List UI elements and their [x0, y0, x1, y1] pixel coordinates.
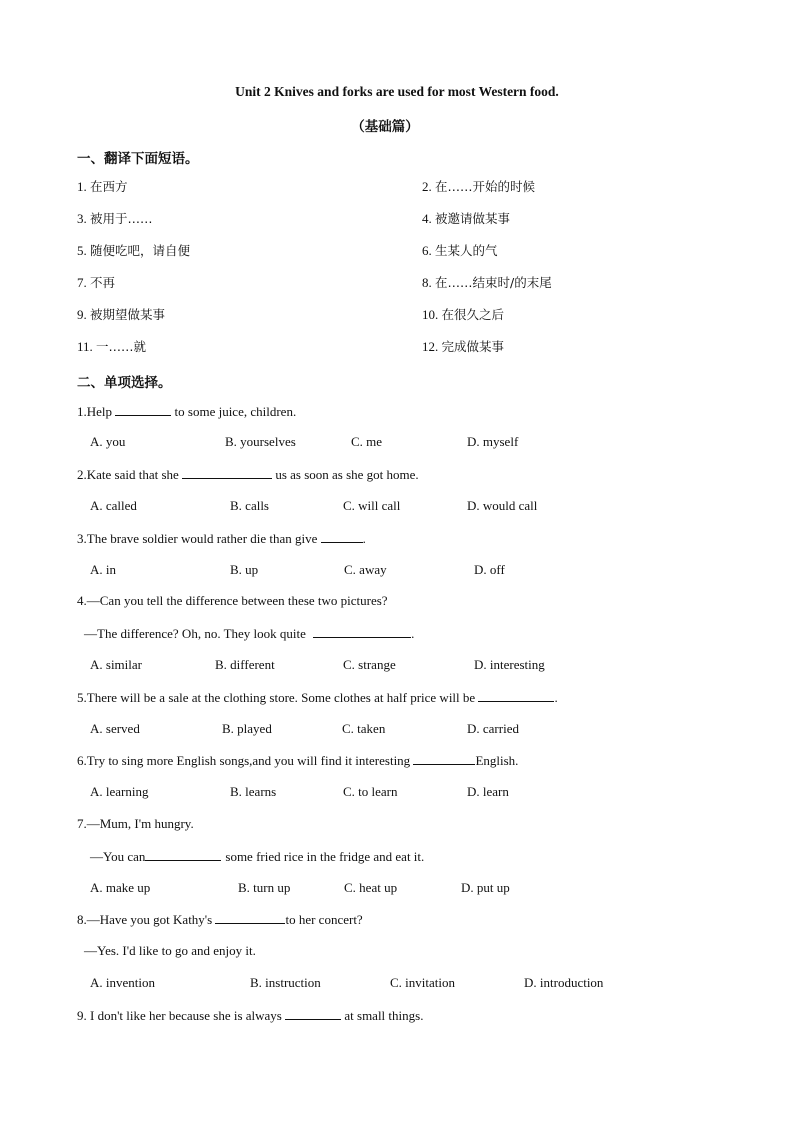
phrase-item: 8. 在……结束时/的末尾 — [422, 275, 552, 290]
option[interactable]: C. heat up — [344, 880, 398, 895]
answer-blank[interactable] — [313, 625, 411, 638]
option[interactable]: A. similar — [90, 657, 142, 672]
option[interactable]: C. strange — [343, 657, 396, 672]
phrase-item: 7. 不再 — [77, 275, 116, 290]
answer-blank[interactable] — [285, 1007, 341, 1020]
phrase-item: 9. 被期望做某事 — [77, 307, 166, 322]
question-4-reply: —The difference? Oh, no. They look quite . — [84, 626, 415, 641]
option[interactable]: A. learning — [90, 784, 149, 799]
phrase-item: 10. 在很久之后 — [422, 307, 505, 322]
question-6: 6.Try to sing more English songs,and you will find it interesting English. — [77, 753, 519, 768]
question-5: 5.There will be a sale at the clothing store. Some clothes at half price will be . — [77, 690, 558, 705]
question-8-reply: —Yes. I'd like to go and enjoy it. — [84, 943, 256, 958]
option[interactable]: C. will call — [343, 498, 401, 513]
option[interactable]: A. invention — [90, 975, 155, 990]
option[interactable]: D. carried — [467, 721, 519, 736]
question-7-reply: —You can some fried rice in the fridge and eat it. — [90, 849, 425, 864]
answer-blank[interactable] — [413, 752, 475, 765]
option[interactable]: D. would call — [467, 498, 538, 513]
phrase-item: 12. 完成做某事 — [422, 339, 505, 354]
option[interactable]: B. calls — [230, 498, 269, 513]
option[interactable]: B. turn up — [238, 880, 291, 895]
answer-blank[interactable] — [321, 530, 363, 543]
option[interactable]: B. learns — [230, 784, 277, 799]
option[interactable]: D. interesting — [474, 657, 545, 672]
option[interactable]: A. make up — [90, 880, 151, 895]
page-subtitle: （基础篇） — [351, 119, 419, 134]
option[interactable]: A. served — [90, 721, 140, 736]
phrase-item: 3. 被用于…… — [77, 211, 153, 226]
option[interactable]: C. invitation — [390, 975, 455, 990]
answer-blank[interactable] — [215, 911, 285, 924]
phrase-item: 4. 被邀请做某事 — [422, 211, 511, 226]
page-title: Unit 2 Knives and forks are used for most Western food. — [235, 84, 559, 99]
question-9: 9. I don't like her because she is always at small things. — [77, 1008, 424, 1023]
answer-blank[interactable] — [115, 403, 171, 416]
option[interactable]: B. played — [222, 721, 272, 736]
phrase-item: 5. 随便吃吧，请自便 — [77, 243, 191, 258]
answer-blank[interactable] — [182, 466, 272, 479]
answer-blank[interactable] — [145, 848, 221, 861]
question-7: 7.—Mum, I'm hungry. — [77, 816, 194, 831]
option[interactable]: A. in — [90, 562, 116, 577]
section-heading-choice: 二、单项选择。 — [77, 375, 172, 391]
option[interactable]: C. to learn — [343, 784, 398, 799]
option[interactable]: A. you — [90, 434, 126, 449]
option[interactable]: D. myself — [467, 434, 519, 449]
section-heading-translate: 一、翻译下面短语。 — [77, 151, 199, 167]
option[interactable]: D. off — [474, 562, 505, 577]
question-3: 3.The brave soldier would rather die than give . — [77, 531, 366, 546]
option[interactable]: B. different — [215, 657, 275, 672]
phrase-item: 1. 在西方 — [77, 179, 128, 194]
option[interactable]: B. up — [230, 562, 259, 577]
question-2: 2.Kate said that she us as soon as she got home. — [77, 467, 419, 482]
option[interactable]: D. put up — [461, 880, 510, 895]
option[interactable]: A. called — [90, 498, 137, 513]
option[interactable]: B. yourselves — [225, 434, 296, 449]
option[interactable]: C. away — [344, 562, 387, 577]
option[interactable]: D. introduction — [524, 975, 604, 990]
option[interactable]: D. learn — [467, 784, 509, 799]
option[interactable]: B. instruction — [250, 975, 321, 990]
phrase-item: 2. 在……开始的时候 — [422, 179, 536, 194]
phrase-item: 6. 生某人的气 — [422, 243, 498, 258]
option[interactable]: C. taken — [342, 721, 386, 736]
question-1: 1.Help to some juice, children. — [77, 404, 297, 419]
question-4: 4.—Can you tell the difference between these two pictures? — [77, 593, 388, 608]
question-8: 8.—Have you got Kathy's to her concert? — [77, 912, 363, 927]
phrase-item: 11. 一……就 — [77, 339, 147, 354]
answer-blank[interactable] — [478, 689, 554, 702]
option[interactable]: C. me — [351, 434, 383, 449]
